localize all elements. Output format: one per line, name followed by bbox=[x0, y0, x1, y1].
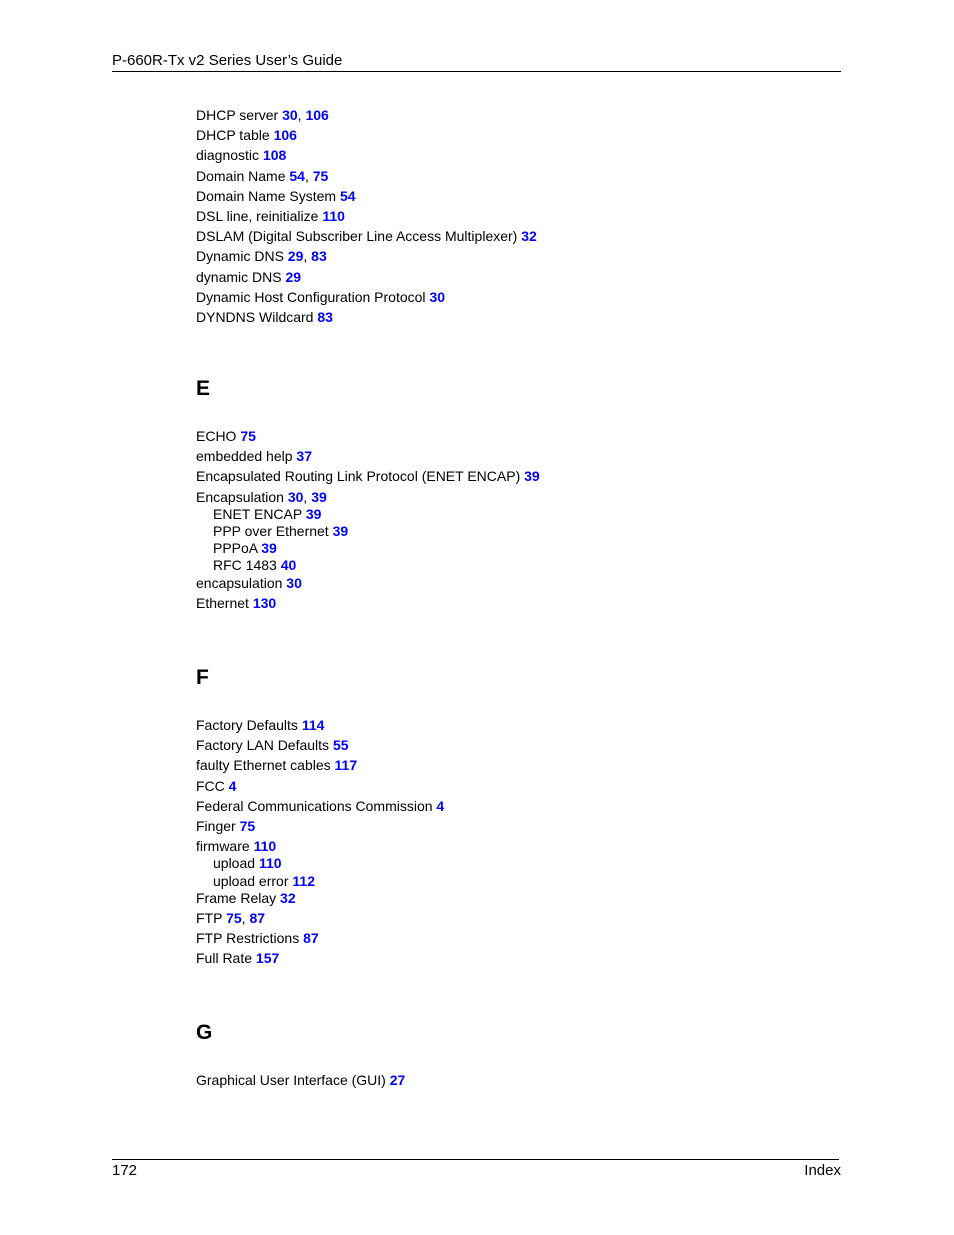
page-link[interactable]: 130 bbox=[252, 595, 277, 611]
page-link[interactable]: 37 bbox=[296, 448, 312, 464]
index-term: Domain Name bbox=[196, 168, 286, 184]
page-link[interactable]: 55 bbox=[332, 737, 349, 753]
index-entry bbox=[196, 838, 276, 855]
page-link[interactable]: 29 bbox=[287, 248, 304, 264]
page-link[interactable]: 39 bbox=[261, 540, 277, 556]
index-term: upload error bbox=[213, 873, 289, 889]
header-rule bbox=[112, 71, 841, 72]
index-term: Encapsulated Routing Link Protocol (ENET ENCAP) bbox=[196, 468, 521, 484]
page-link[interactable]: 87 bbox=[303, 930, 319, 946]
index-letter-heading: F bbox=[196, 666, 209, 689]
index-term: upload bbox=[213, 855, 256, 871]
page-link[interactable]: 112 bbox=[292, 873, 315, 889]
index-entry bbox=[196, 717, 324, 734]
index-term: ENET ENCAP bbox=[213, 506, 302, 522]
index-term: diagnostic bbox=[196, 147, 260, 163]
index-term: DYNDNS Wildcard bbox=[196, 309, 314, 325]
page-link[interactable]: 75 bbox=[312, 168, 329, 184]
index-term: faulty Ethernet cables bbox=[196, 757, 331, 773]
index-term: Frame Relay bbox=[196, 890, 277, 906]
page-link[interactable]: 30 bbox=[286, 575, 302, 591]
index-entry bbox=[196, 595, 276, 612]
index-subentry bbox=[213, 873, 315, 890]
index-subentry bbox=[213, 540, 277, 557]
page-link[interactable]: 54 bbox=[289, 168, 305, 184]
index-entry bbox=[196, 147, 286, 164]
index-term: DHCP server bbox=[196, 107, 279, 123]
index-term: Dynamic Host Configuration Protocol bbox=[196, 289, 426, 305]
page-link[interactable]: 30 bbox=[429, 289, 446, 305]
index-entry bbox=[196, 778, 236, 795]
page-link[interactable]: 30 bbox=[282, 107, 298, 123]
index-term: Factory LAN Defaults bbox=[196, 737, 330, 753]
index-term: ECHO bbox=[196, 428, 237, 444]
page-link[interactable]: 157 bbox=[255, 950, 280, 966]
page-link[interactable]: 32 bbox=[521, 228, 537, 244]
index-letter-heading: E bbox=[196, 377, 211, 400]
index-term: DHCP table bbox=[196, 127, 270, 143]
index-entry bbox=[196, 188, 356, 205]
index-term: embedded help bbox=[196, 448, 293, 464]
index-entry: Encapsulation 30, 39 bbox=[196, 489, 327, 505]
page-link[interactable]: 117 bbox=[334, 757, 358, 773]
index-entry: Domain Name 54, 75 bbox=[196, 168, 329, 184]
index-term: firmware bbox=[196, 838, 250, 854]
index-term: PPPoA bbox=[213, 540, 258, 556]
index-entry: Dynamic DNS 29, 83 bbox=[196, 248, 327, 264]
page-link[interactable]: 27 bbox=[389, 1072, 406, 1088]
page-link[interactable]: 54 bbox=[339, 188, 356, 204]
index-entry bbox=[196, 127, 297, 144]
page-link[interactable]: 108 bbox=[262, 147, 287, 163]
index-term: FTP bbox=[196, 910, 223, 926]
page-link[interactable]: 106 bbox=[273, 127, 297, 143]
page-link[interactable]: 39 bbox=[311, 489, 327, 505]
page-link[interactable]: 110 bbox=[258, 855, 282, 871]
index-term: Ethernet bbox=[196, 595, 249, 611]
index-entry bbox=[196, 737, 349, 754]
index-entry bbox=[196, 269, 301, 286]
page-link[interactable]: 39 bbox=[332, 523, 349, 539]
page-link[interactable]: 110 bbox=[322, 208, 345, 224]
index-entry bbox=[196, 930, 319, 947]
index-term: encapsulation bbox=[196, 575, 283, 591]
index-term: Full Rate bbox=[196, 950, 253, 966]
page-link[interactable]: 40 bbox=[280, 557, 297, 573]
page-link[interactable]: 32 bbox=[280, 890, 296, 906]
index-entry bbox=[196, 309, 333, 326]
index-entry bbox=[196, 1072, 405, 1089]
index-entry bbox=[196, 289, 445, 306]
page-link[interactable]: 30 bbox=[287, 489, 304, 505]
index-term: Dynamic DNS bbox=[196, 248, 284, 264]
index-letter-heading: G bbox=[196, 1021, 213, 1044]
index-subentry bbox=[213, 523, 348, 540]
index-entry: FTP 75, 87 bbox=[196, 910, 266, 926]
index-term: dynamic DNS bbox=[196, 269, 282, 285]
page-link[interactable]: 106 bbox=[305, 107, 329, 123]
page-link[interactable]: 4 bbox=[228, 778, 237, 794]
index-term: Encapsulation bbox=[196, 489, 284, 505]
index-term: Graphical User Interface (GUI) bbox=[196, 1072, 386, 1088]
index-term: Finger bbox=[196, 818, 236, 834]
index-entry bbox=[196, 208, 345, 225]
index-entry bbox=[196, 448, 312, 465]
index-term: Factory Defaults bbox=[196, 717, 298, 733]
page-link[interactable]: 110 bbox=[253, 838, 277, 854]
page-link[interactable]: 75 bbox=[240, 428, 256, 444]
index-term: Federal Communications Commission bbox=[196, 798, 433, 814]
index-entry bbox=[196, 818, 255, 835]
index-entry: DHCP server 30, 106 bbox=[196, 107, 329, 123]
index-entry bbox=[196, 890, 296, 907]
index-entry bbox=[196, 468, 540, 485]
page-link[interactable]: 83 bbox=[311, 248, 327, 264]
index-entry bbox=[196, 228, 537, 245]
page-link[interactable]: 75 bbox=[226, 910, 242, 926]
index-entry bbox=[196, 757, 357, 774]
page-link[interactable]: 114 bbox=[301, 717, 325, 733]
index-term: DSLAM (Digital Subscriber Line Access Multiplexer) bbox=[196, 228, 518, 244]
index-term: Domain Name System bbox=[196, 188, 337, 204]
page-link[interactable]: 87 bbox=[249, 910, 266, 926]
footer-page-number: 172 bbox=[112, 1162, 138, 1179]
page-link[interactable]: 83 bbox=[317, 309, 333, 325]
index-entry bbox=[196, 428, 256, 445]
page-link[interactable]: 39 bbox=[305, 506, 322, 522]
index-entry bbox=[196, 798, 444, 815]
index-entry bbox=[196, 950, 279, 967]
index-term: DSL line, reinitialize bbox=[196, 208, 319, 224]
index-subentry bbox=[213, 506, 321, 523]
header-title: P-660R-Tx v2 Series User’s Guide bbox=[112, 52, 343, 69]
index-subentry bbox=[213, 557, 296, 574]
footer-section: Index bbox=[804, 1162, 841, 1179]
page-link[interactable]: 29 bbox=[285, 269, 302, 285]
index-entry bbox=[196, 575, 302, 592]
index-subentry bbox=[213, 855, 282, 872]
index-term: FCC bbox=[196, 778, 225, 794]
index-term: PPP over Ethernet bbox=[213, 523, 329, 539]
page-link[interactable]: 4 bbox=[436, 798, 445, 814]
footer-rule bbox=[112, 1159, 839, 1160]
page-link[interactable]: 39 bbox=[524, 468, 540, 484]
index-term: FTP Restrictions bbox=[196, 930, 300, 946]
page-link[interactable]: 75 bbox=[239, 818, 256, 834]
index-term: RFC 1483 bbox=[213, 557, 277, 573]
